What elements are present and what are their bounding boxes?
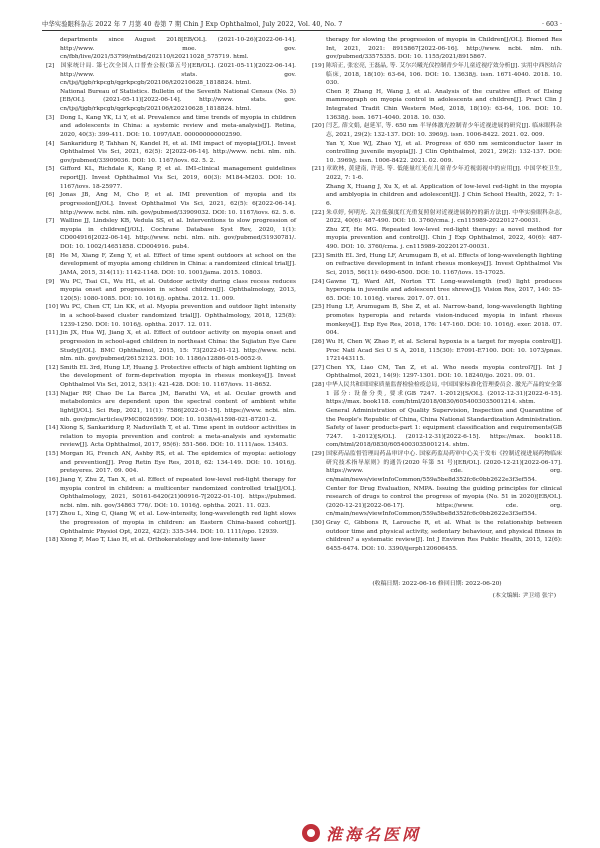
reference-entry — [312, 165, 562, 182]
reference-text: Zhu ZT, He MG. Repeated low-level red-light therapy: a novel method for myopia prevention and control[J]. Chin J Exp Ophthalmol, 2022, 40(6): 487-490. DOI: 10. 3760/cma. j. cn115989-20220127-00031. — [326, 226, 562, 250]
reference-number: [23] — [312, 252, 324, 259]
reference-entry — [312, 88, 562, 123]
right-references — [312, 36, 562, 554]
reference-number: [4] — [46, 140, 55, 147]
reference-entry — [46, 140, 296, 166]
reference-number: [30] — [312, 520, 324, 526]
reference-text: Gray C, Gibbons R, Larouche R, et al. What is the relationship between outdoor time and physical activity, sedentary behaviour, and physical fitness in children? a systematic review[J]. Int J Environ Res Public Health, 2015, 12(6): 6455-6474. DOI: 10. 3390/ijerph120606455. — [326, 520, 562, 552]
reference-entry — [312, 226, 562, 252]
reference-text: Jiang Y, Zhu Z, Tan X, et al. Effect of repeated low-level red-light therapy for myopia control in children: a multicenter randomized controlled trial[J/OL]. Ophthalmology, 2021, S0161-6420(21)00916-7[2022-01-10]. https://pubmed. ncbi. nlm. nih. gov/34863 776/. DOI: 10. 1016/j. ophtha. 2021. 11. 023. — [60, 476, 296, 509]
reference-text: Yan Y, Xue WJ, Zhao YJ, et al. Progress of 650 nm semiconductor laser in controlling juvenile myopia[J]. J Clin Ophthalmol, 2021, 29(2): 132-137. DOI: 10. 3969/j. issn. 1006-8422. 2021. 02. 009. — [326, 140, 562, 164]
reference-entry — [46, 278, 296, 304]
reference-text: He M, Xiang F, Zeng Y, et al. Effect of time spent outdoors at school on the development of myopia among children in China: a randomized clinical trial[J]. JAMA, 2015, 314(11): 1142-1148. DOI: 10. 1001/jama. 2015. 10803. — [60, 252, 296, 276]
reference-text: General Administration of Quality Supervision, Inspection and Quarantine of the People's Republic of China, China National Standardization Administration. Safety of laser products-part 1: equipment classification and requirements(GB 7247. 1-2012)[S/OL]. (2012-12-31)[2022-6-15]. https://max. book118. com/html/2018/0830/6054003035001214. shtm. — [326, 407, 562, 449]
right-column — [312, 36, 562, 601]
reference-number: [11] — [46, 330, 58, 337]
reference-entry — [46, 217, 296, 252]
reference-text: Smith EL 3rd, Hung LF, Huang J. Protective effects of high ambient lighting on the development of form-deprivation myopia in rhesus monkeys[J]. Invest Ophthalmol Vis Sci, 2012, 53(1): 421-428. DOI: 10. 1167/iovs. 11-8652. — [60, 364, 296, 388]
running-header — [42, 14, 562, 31]
reference-text: Center for Drug Evaluation, NMPA. Issuing the guiding principles for clinical research of drugs to control the progress of myopia (No. 51 in 2020)[EB/OL]. (2020-12-21)[2022-06-17]. https://www. cde. org. cn/main/news/viewInfoCommon/559a5be8d352fc6c0bb2622e3f3ef554. — [326, 485, 562, 518]
reference-entry — [46, 36, 296, 62]
reference-number: [18] — [46, 537, 58, 544]
reference-number: [22] — [312, 209, 324, 216]
reference-number: [16] — [46, 476, 58, 483]
reference-entry — [312, 278, 562, 304]
reference-text: Gifford KL, Richdale K, Kang P, et al. IMI-clinical management guidelines report[J]. Invest Ophthalmol Vis Sci, 2019, 60(3): M184-M203. DOI: 10. 1167/iovs. 18-25977. — [60, 166, 296, 190]
reference-text: 章欧林, 黄建南, 许迅. 等. 低能量红光在儿童青少年近视弱视中的应用[J]. 中国学校卫生, 2022, 7: 1-6. — [326, 166, 562, 181]
watermark-logo — [302, 822, 552, 844]
reference-number: [21] — [312, 166, 324, 173]
reference-entry — [312, 381, 562, 407]
reference-text: Gawne TJ, Ward AH, Norton TT. Long-wavelength (red) light produces hyperopia in juvenile and adolescent tree shrews[J]. Vision Res, 2017, 140: 55-65. DOI: 10. 1016/j. visres. 2017. 07. 011. — [326, 278, 562, 302]
reference-number: [20] — [312, 123, 324, 130]
reference-entry — [312, 122, 562, 139]
reference-entry — [46, 450, 296, 476]
reference-text: Dong L, Kang YK, Li Y, et al. Prevalence and time trends of myopia in children and adolescents in China: a systemic review and meta-analysis[J]. Retina, 2020, 40(3): 399-411. DOI: 10. 1097/IAE. 000000000002590. — [60, 114, 296, 138]
editor-credit: (本文编辑: 尹卫靖 张宇) — [492, 593, 556, 600]
reference-entry — [46, 252, 296, 278]
reference-text: Wu H, Chen W, Zhao F, et al. Scleral hypoxia is a target for myopia control[J]. Proc Natl Acad Sci U S A, 2018, 115(30): E7091-E7100. DOI: 10. 1073/pnas. 1721443115. — [326, 338, 562, 363]
reference-text: National Bureau of Statistics. Bulletin of the Seventh National Census (No. 5)[EB/OL]. (2021-05-11)[2022-06-14]. http://www. stats. gov. cn/tjsj/tjgb/rkpcgb/qgrkpcgb/202106/t20210628_1818824. html. — [60, 88, 296, 112]
reference-number: [12] — [46, 364, 58, 371]
reference-entry — [46, 114, 296, 140]
reference-entry — [46, 364, 296, 390]
logo-mark-icon — [302, 824, 320, 842]
reference-entry — [312, 364, 562, 381]
reference-number: [15] — [46, 451, 58, 457]
reference-text: Xiong F, Mao T, Liao H, et al. Orthokeratology and low-intensity laser — [60, 537, 266, 544]
reference-text: 国家药品监督管理局药品审评中心. 国家药监局药审中心关于发布《控制近视进展药物临床研究技术指导原则》的通告(2020 年第 51 号)[EB/OL]. (2020-12-21)[2022-06-17]. https://www. cde. org. cn/main/news/viewInfoCommon/559a5be8d352fc6c0bb2622e3f3ef554. — [326, 451, 562, 483]
reference-number: [29] — [312, 451, 324, 457]
reference-entry — [46, 88, 296, 114]
reference-text: Chen P, Zhang H, Wang J, et al. Analysis of the curative effect of Elsing mammograph on myopia control in adolescents and children[J]. Pract Clin J Integrated Tradit Chin Western Med, 2018, 18(10): 63-64, 106. DOI: 10. 13638/j. issn. 1671-4040. 2018. 10. 030. — [326, 88, 562, 121]
reference-number: [28] — [312, 382, 324, 388]
reference-text: Zhou L, Xing C, Qiang W, et al. Low-intensity, long-wavelength red light slows the progression of myopia in children: an Eastern China-based cohort[J]. Ophthalmic Physiol Opt, 2022, 42(2): 335-344. DOI: 10. 1111/opo. 12939. — [60, 511, 296, 535]
reference-entry — [312, 485, 562, 520]
reference-text: Hung LF, Arumugam B, She Z, et al. Narrow-band, long-wavelength lighting promotes hyperopia and retards vision-induced myopia in infant rhesus monkeys[J]. Exp Eye Res, 2018, 176: 147-160. DOI: 10. 1016/j. exer. 2018. 07. 004. — [326, 304, 562, 337]
reference-entry — [312, 183, 562, 209]
reference-number: [2] — [46, 62, 55, 69]
reference-number: [25] — [312, 304, 324, 311]
reference-entry — [312, 303, 562, 338]
reference-text: 朱卓婷, 何明光. 关注低强度红光重复照射对近视进展防控的新方法[J]. 中华实验眼科杂志, 2022, 40(6): 487-490. DOI: 10. 3760/cma. j. cn115989-20220127-00031. — [326, 209, 562, 225]
reference-number: [17] — [46, 511, 58, 518]
reference-entry — [46, 536, 296, 545]
reference-entry — [312, 407, 562, 450]
reference-text: therapy for slowing the progression of myopia in Children[J/OL]. Biomed Res Int, 2021, 2021: 8915867[2022-06-16]. http://www. ncbi. nlm. nih. gov/pubmed/33575355. DOI: 10. 1155/2021/8915867. — [326, 37, 562, 61]
reference-entry — [312, 62, 562, 88]
reference-text: Wu PC, Chen CT, Lin KK, et al. Myopia prevention and outdoor light intensity in a school-based cluster randomized trial[J]. Ophthalmology, 2018, 125(8): 1239-1250. DOI: 10. 1016/j. ophtha. 2017. 12. 011. — [60, 304, 296, 328]
reference-number: [26] — [312, 338, 324, 345]
left-column — [46, 36, 296, 545]
reference-text: Walline JJ, Lindsley KB, Vedula SS, et al. Interventions to slow progression of myopia in children[J/OL]. Cochrane Database Syst Rev, 2020, 1(1): CD004916[2022-06-14]. http://www. ncbi. nlm. nih. gov/pubmed/31930781/. DOI: 10. 1002/14651858. CD004916. pub4. — [60, 218, 296, 250]
reference-entry — [46, 303, 296, 329]
reference-entry — [46, 62, 296, 88]
reference-number: [6] — [46, 192, 55, 199]
reference-entry — [46, 424, 296, 450]
reference-text: 陈培正, 张宏亮, 王磊晶, 等. 艾尔兴曦光仪控制青少年儿童近视疗效分析[J]. 实用中西医结合临床, 2018, 18(10): 63-64, 106. DOI: 10. 13638/j. issn. 1671-4040. 2018. 10. 030. — [326, 62, 562, 87]
reference-text: Sankaridurg P, Tahhan N, Kandel H, et al. IMI impact of myopia[J/OL]. Invest Ophthalmol Vis Sci, 2021, 62(5): 2[2022-06-14]. http://www. ncbi. nlm. nih. gov/pubmed/33909036. DOI: 10. 1167/iovs. 62. 5. 2. — [60, 140, 296, 164]
reference-text: Chen YX, Liao CM, Tan Z, et al. Who needs myopia control?[J]. Int J Ophthalmol, 2021, 14(9): 1297-1301. DOI: 10. 18240/ijo. 2021. 09. 01. — [326, 364, 562, 380]
reference-entry — [46, 191, 296, 217]
reference-text: Najjar RP, Chao De La Barca JM, Barathi VA, et al. Ocular growth and metabolomics are dependent upon the spectral content of ambient white light[J/OL]. Sci Rep, 2021, 11(1): 7586[2022-01-15]. https://www. ncbi. nlm. nih. gov/pmc/articles/PMC8026599/. DOI: 10. 1038/s41598-021-87201-2. — [60, 390, 296, 423]
reference-entry — [312, 338, 562, 364]
reference-entry — [312, 36, 562, 62]
reference-text: Jin JX, Hua WJ, Jiang X, et al. Effect of outdoor activity on myopia onset and progression in school-aged children in northeast China: the Sujiatun Eye Care Study[J/OL]. BMC Ophthalmol, 2015, 15: 73[2022-01-12]. http://www. ncbi. nlm. nih. gov/pubmed/26152123. DOI: 10. 1186/s12886-015-0052-9. — [60, 330, 296, 363]
reference-entry — [46, 510, 296, 536]
reference-entry — [46, 476, 296, 511]
reference-entry — [312, 519, 562, 554]
reference-entry — [46, 329, 296, 364]
reference-entry — [312, 252, 562, 278]
reference-text: Morgan IG, French AN, Ashby RS, et al. The epidemics of myopia: aetiology and prevention[J]. Prog Retin Eye Res, 2018, 62: 134-149. DOI: 10. 1016/j. preteyeres. 2017. 09. 004. — [60, 451, 296, 475]
reference-entry — [46, 165, 296, 191]
reference-number: [9] — [46, 278, 55, 285]
reference-number: [27] — [312, 364, 324, 371]
reference-text: Wu PC, Tsai CL, Wu HL, et al. Outdoor activity during class recess reduces myopia onset and progression in school children[J]. Ophthalmology, 2013, 120(5): 1080-1085. DOI: 10. 1016/j. ophtha. 2012. 11. 009. — [60, 278, 296, 302]
reference-text: Smith EL 3rd, Hung LF, Arumugam B, et al. Effects of long-wavelength lighting on refractive development in infant rhesus monkeys[J]. Invest Ophthalmol Vis Sci, 2015, 56(11): 6490-6500. DOI: 10. 1167/iovs. 15-17025. — [326, 252, 562, 276]
reference-text: Xiong S, Sankaridurg P, Naduvilath T, et al. Time spent in outdoor activities in relation to myopia prevention and control: a meta-analysis and systematic review[J]. Acta Ophthalmol, 2017, 95(6): 551-566. DOI: 10. 1111/aos. 13403. — [60, 425, 296, 449]
received-dates: (收稿日期: 2022-06-16 修回日期: 2022-06-20) — [372, 580, 502, 587]
reference-number: [3] — [46, 114, 55, 121]
reference-number: [5] — [46, 166, 55, 173]
reference-number: [24] — [312, 278, 324, 285]
reference-number: [7] — [46, 218, 55, 225]
logo-text: 淮海名医网 — [326, 824, 422, 844]
reference-number: [10] — [46, 304, 58, 311]
reference-entry — [312, 140, 562, 166]
reference-text: Zhang X, Huang J, Xu X, et al. Application of low-level red-light in the myopia and amblyopia in children and adolescent[J]. J Chin School Health, 2022, 7: 1-6. — [326, 183, 562, 207]
reference-number: [8] — [46, 252, 55, 259]
reference-entry — [312, 209, 562, 226]
reference-number: [19] — [312, 62, 324, 69]
reference-text: 中华人民共和国国家质量监督检验检疫总局, 中国国家标准化管理委员会. 激光产品的安全第 1 部分: 设备分类, 要求(GB 7247. 1-2012)[S/OL]. (2012-12-31)[2022-6-15]. https://max. book118. com/html/2018/0830/6054003035001214. shtm. — [326, 382, 562, 406]
reference-text: 闫艺, 薛文娟, 赵延军, 等. 650 nm 半导体激光控制青少年近视进展的研究[J]. 临床眼科杂志, 2021, 29(2): 132-137. DOI: 10. 3969/j. issn. 1006-8422. 2021. 02. 009. — [326, 123, 562, 138]
journal-header: 中华实验眼科杂志 2022 年 7 月第 40 卷第 7 期 Chin J Exp Ophthalmol, July 2022, Vol. 40, No. 7 — [42, 21, 343, 28]
reference-entry — [312, 450, 562, 485]
reference-text: departments since August 2018[EB/OL]. (2021-10-26)[2022-06-14]. http://www. moe. gov. cn/fbh/live/2021/53799/mtbd/202110/t20211028_575719. html. — [60, 37, 296, 61]
reference-number: [13] — [46, 390, 58, 397]
reference-entry — [46, 390, 296, 425]
reference-number: [14] — [46, 425, 58, 432]
reference-text: Jonas JB, Ang M, Cho P, et al. IMI prevention of myopia and its progression[J/OL]. Invest Ophthalmol Vis Sci, 2021, 62(5): 6[2022-06-14]. http://www. ncbi. nlm. nih. gov/pubmed/33909032. DOI: 10. 1167/iovs. 62. 5. 6. — [60, 192, 296, 216]
page-number: · 603 · — [541, 21, 562, 28]
reference-text: 国家统计局. 第七次全国人口普查公报(第五号)[EB/OL]. (2021-05-11)[2022-06-14]. http://www. stats. gov. cn/tjsj/tjgb/rkpcgb/qgrkpcgb/202106/t20210628_1818824. html. — [60, 62, 296, 87]
